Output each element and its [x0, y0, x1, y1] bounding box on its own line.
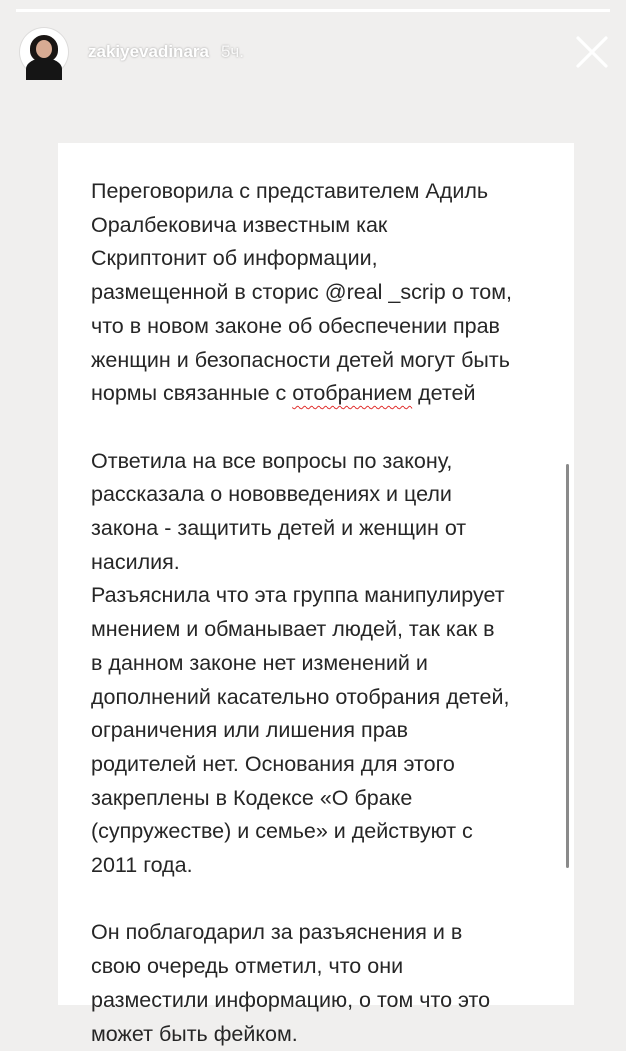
avatar[interactable] — [20, 28, 68, 76]
paragraph-3: Разъяснила что эта группа манипулирует мнением и обманывает людей, так как в в данном законе нет изменений и дополнений касательно отобрания детей, ограничения или лишения прав родителей нет. Основания для этого закреплены в Кодексе «О браке (супружестве) и семье» и действуют с 2011 года. — [91, 583, 510, 878]
story-progress-bar — [16, 9, 610, 12]
paragraph-4: Он поблагодарил за разъяснения и в свою очередь отметил, что они разместили информацию, о том что это может быть фейком. — [91, 920, 491, 1046]
story-header — [20, 24, 244, 80]
story-time: 5ч. — [220, 42, 245, 61]
scrollbar[interactable] — [566, 464, 569, 868]
paragraph-1-text: Переговорила с представителем Адиль Оралбековича известным как Скриптонит об информации, размещенной в сторис @real _scrip о том, что в новом законе об обеспечении прав женщин и безопасности детей могут быть нормы связанные с — [91, 179, 512, 406]
document-card — [58, 143, 574, 1046]
story-progress-fill — [16, 9, 610, 12]
close-icon — [572, 32, 612, 72]
close-button[interactable] — [572, 32, 612, 72]
paragraph-2: Ответила на все вопросы по закону, рассказала о нововведениях и цели закона - защитить детей и женщин от насилия. — [91, 448, 467, 574]
paragraph-1-end: детей — [412, 381, 476, 406]
username[interactable]: zakiyevadinara — [88, 42, 209, 61]
misspelled-word: отобранием — [292, 381, 413, 406]
document-text — [91, 175, 561, 1051]
paragraph-1 — [91, 175, 561, 411]
